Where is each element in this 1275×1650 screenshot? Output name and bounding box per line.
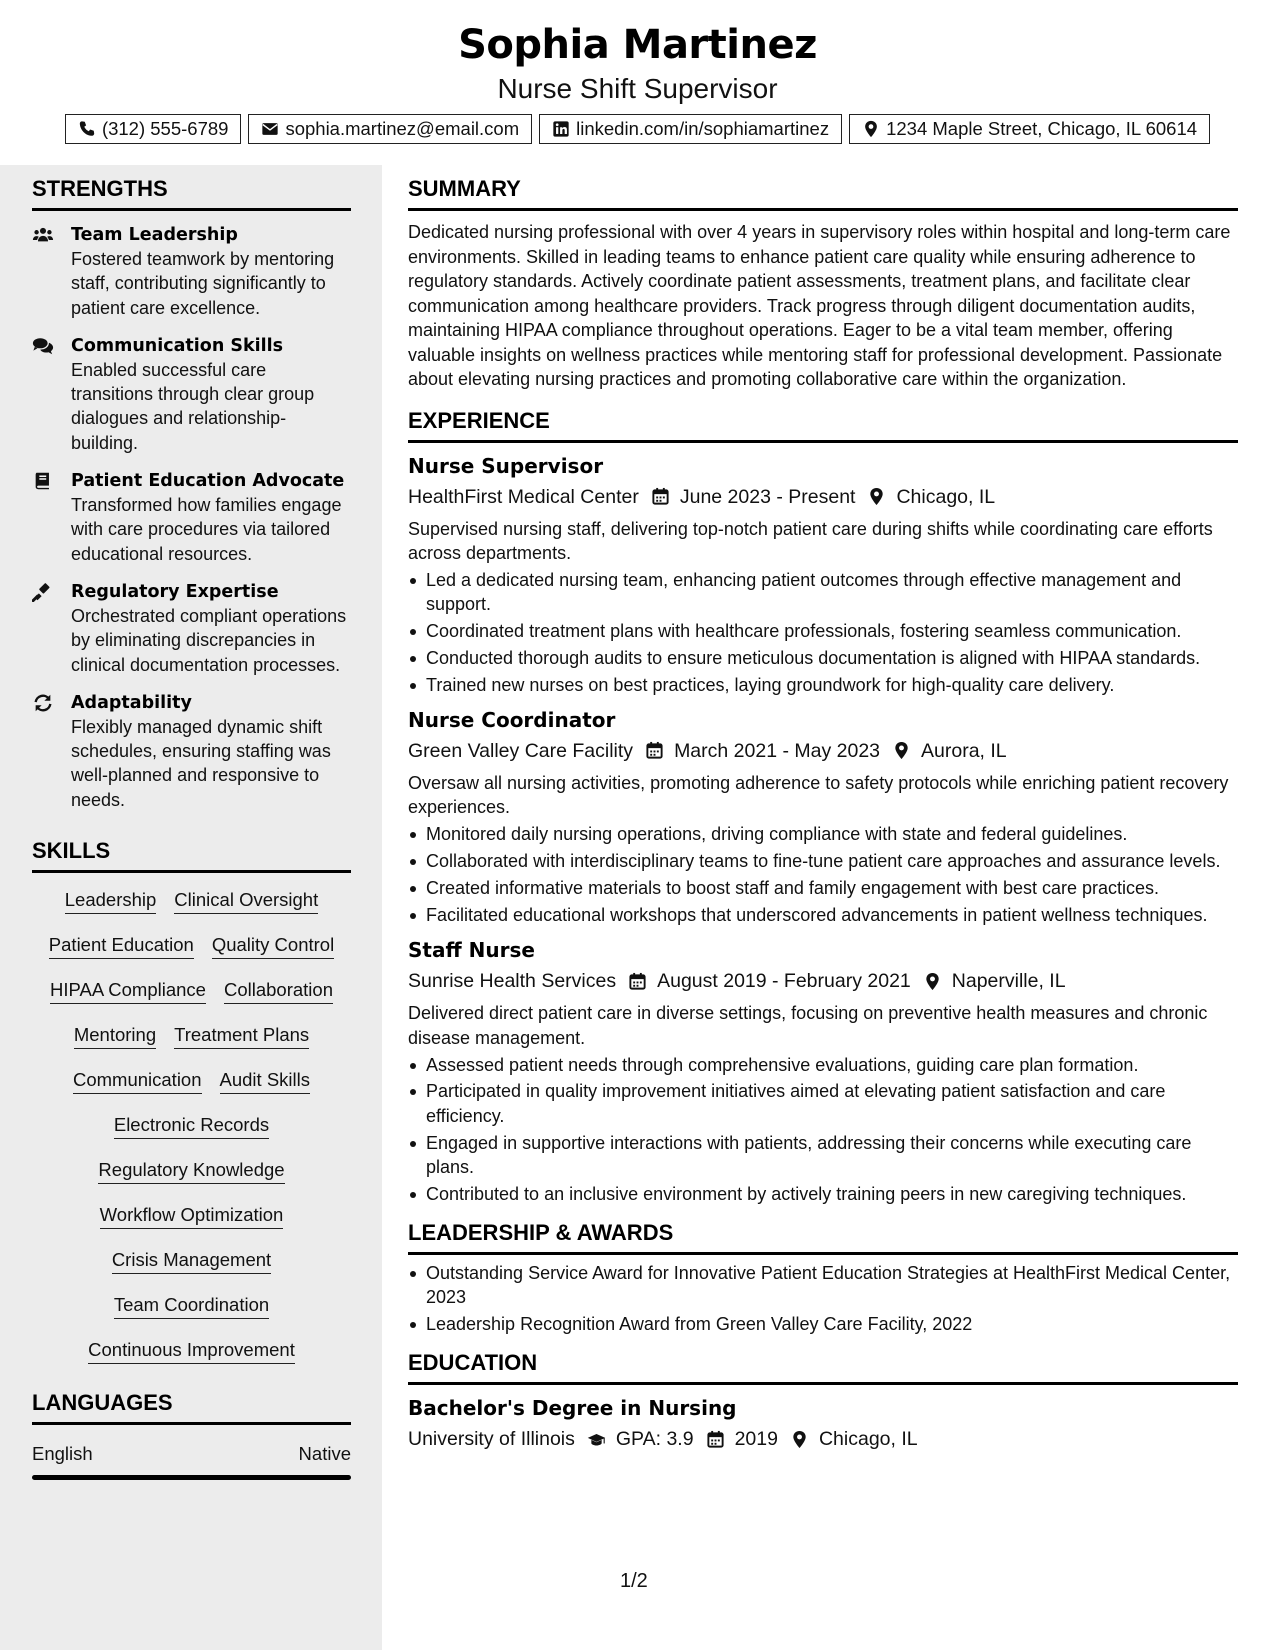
awards-heading: LEADERSHIP & AWARDS (408, 1220, 1238, 1255)
comments-icon (32, 336, 54, 356)
strength-title: Patient Education Advocate (71, 471, 345, 492)
job-bullets (408, 822, 1238, 927)
awards-list (408, 1261, 1238, 1336)
skill-tag: Crisis Management (112, 1249, 271, 1274)
list-item: Participated in quality improvement initiatives aimed at elevating patient satisfaction and care efficiency. (408, 1079, 1238, 1128)
education-heading: EDUCATION (408, 1350, 1238, 1385)
linkedin-icon (552, 120, 570, 138)
education-meta (408, 1426, 1238, 1452)
languages-heading: LANGUAGES (32, 1390, 351, 1425)
job-company: Green Valley Care Facility (408, 739, 634, 762)
graduation-cap-icon (587, 1430, 606, 1449)
list-item: Facilitated educational workshops that underscored advancements in patient wellness techniques. (408, 903, 1238, 927)
skill-tag: HIPAA Compliance (50, 979, 206, 1004)
skill-tag: Audit Skills (220, 1069, 310, 1094)
skill-tag: Patient Education (49, 934, 194, 959)
skill-tag: Electronic Records (114, 1114, 269, 1139)
main-content (382, 165, 1275, 1650)
education-section (408, 1350, 1238, 1452)
graduation-year: 2019 (734, 1428, 778, 1451)
strength-item (32, 469, 351, 566)
summary-heading: SUMMARY (408, 176, 1238, 211)
map-pin-icon (862, 120, 880, 138)
map-pin-icon (923, 972, 942, 991)
linkedin-text: linkedin.com/in/sophiamartinez (576, 118, 830, 139)
summary-section (408, 176, 1238, 392)
school-name: University of Illinois (408, 1428, 575, 1451)
experience-heading: EXPERIENCE (408, 408, 1238, 443)
contact-email[interactable] (248, 114, 532, 144)
job-title: Staff Nurse (408, 938, 535, 963)
strength-item (32, 691, 351, 812)
summary-text: Dedicated nursing professional with over 4 years in supervisory roles within hospital and long-term care environments. Skilled in leading teams to enhance patient care quality while ensuring adherence to regulatory standards. Actively coordinate patient assessments, treatment plans, and facilitate clear communication among healthcare providers. Track progress through diligent documentation audits, maintaining HIPAA compliance throughout operations. Eager to be a vital team member, offering valuable insights on wellness practices while mentoring staff for professional development. Passionate about elevating nursing practices and promoting collaborative care within the organization. (408, 222, 1231, 389)
skill-tag: Team Coordination (114, 1294, 269, 1319)
skill-tag: Quality Control (212, 934, 334, 959)
resume-header (0, 0, 1275, 165)
experience-section (408, 408, 1238, 1206)
list-item: Outstanding Service Award for Innovative Patient Education Strategies at HealthFirst Medical Center, 2023 (408, 1261, 1238, 1310)
job-description: Oversaw all nursing activities, promoting adherence to safety protocols while enriching patient recovery experiences. (408, 772, 1229, 818)
gpa: GPA: 3.9 (615, 1428, 694, 1451)
strength-item (32, 334, 351, 455)
strength-desc: Fostered teamwork by mentoring staff, contributing significantly to patient care excellence. (71, 249, 335, 318)
phone-text: (312) 555-6789 (101, 118, 229, 139)
job-company: HealthFirst Medical Center (408, 485, 639, 508)
strengths-heading: STRENGTHS (32, 176, 351, 211)
skill-tag: Leadership (65, 889, 157, 914)
strength-title: Regulatory Expertise (71, 581, 279, 602)
strength-desc: Orchestrated compliant operations by eliminating discrepancies in clinical documentation processes. (71, 605, 347, 675)
map-pin-icon (892, 741, 911, 760)
skill-tag: Collaboration (224, 979, 333, 1004)
email-text: sophia.martinez@email.com (285, 118, 520, 139)
page-number: 1/2 (620, 1570, 648, 1592)
skills-heading: SKILLS (32, 838, 351, 873)
address-text: 1234 Maple Street, Chicago, IL 60614 (886, 118, 1198, 139)
list-item: Collaborated with interdisciplinary teams to fine-tune patient care approaches and assurance levels. (408, 849, 1238, 873)
book-icon (32, 471, 54, 491)
job-dates: March 2021 - May 2023 (674, 739, 881, 762)
job-description: Delivered direct patient care in diverse settings, focusing on preventive health measures and chronic disease management. (408, 1003, 1208, 1048)
language-level: Native (298, 1443, 351, 1464)
skill-tag: Workflow Optimization (100, 1204, 284, 1229)
job-entry (408, 707, 1238, 927)
users-icon (32, 225, 54, 245)
job-meta (408, 968, 1238, 994)
awards-section (408, 1220, 1238, 1336)
strength-desc: Transformed how families engage with care procedures via tailored educational resources. (71, 495, 342, 564)
list-item: Led a dedicated nursing team, enhancing patient outcomes through effective management and support. (408, 568, 1238, 617)
phone-icon (78, 120, 96, 138)
languages-section (32, 1390, 351, 1480)
job-location: Aurora, IL (921, 739, 1007, 762)
language-name: English (32, 1443, 93, 1464)
strength-title: Team Leadership (71, 225, 238, 245)
language-level-bar (32, 1475, 351, 1480)
job-bullets (408, 568, 1238, 697)
list-item: Created informative materials to boost staff and family engagement with best care practices. (408, 876, 1238, 900)
skill-tag: Communication (73, 1069, 202, 1094)
degree-title: Bachelor's Degree in Nursing (408, 1396, 737, 1421)
job-meta (408, 484, 1238, 510)
job-title: Nurse Supervisor (408, 453, 604, 478)
language-item (32, 1443, 351, 1465)
contact-address[interactable] (849, 114, 1210, 144)
strengths-section (32, 176, 351, 812)
job-company: Sunrise Health Services (408, 970, 617, 993)
strength-item (32, 223, 351, 320)
strength-desc: Flexibly managed dynamic shift schedules, ensuring staffing was well-planned and responsive to needs. (71, 716, 331, 810)
job-dates: June 2023 - Present (679, 485, 856, 508)
calendar-icon (706, 1430, 725, 1449)
strength-title: Communication Skills (71, 335, 284, 356)
list-item: Assessed patient needs through comprehensive evaluations, guiding care plan formation. (408, 1053, 1238, 1077)
strength-item (32, 580, 351, 677)
school-location: Chicago, IL (818, 1428, 918, 1451)
job-entry (408, 453, 1238, 697)
envelope-icon (261, 120, 279, 138)
strength-desc: Enabled successful care transitions through clear group dialogues and relationship-building. (71, 359, 315, 453)
calendar-icon (651, 487, 670, 506)
list-item: Coordinated treatment plans with healthcare professionals, fostering seamless communication. (408, 619, 1238, 643)
skill-tag: Clinical Oversight (174, 889, 318, 914)
calendar-icon (645, 741, 664, 760)
skill-tag: Treatment Plans (174, 1024, 309, 1049)
job-entry (408, 937, 1238, 1206)
map-pin-icon (790, 1430, 809, 1449)
calendar-icon (628, 972, 647, 991)
contact-phone[interactable] (65, 114, 242, 144)
job-location: Naperville, IL (951, 970, 1066, 993)
sidebar (0, 165, 382, 1650)
sync-icon (32, 693, 54, 713)
job-description: Supervised nursing staff, delivering top-notch patient care during shifts while coordinating care efforts across departments. (408, 518, 1213, 563)
list-item: Monitored daily nursing operations, driving compliance with state and federal guidelines. (408, 822, 1238, 846)
candidate-name: Sophia Martinez (458, 22, 817, 68)
job-meta (408, 738, 1238, 764)
skill-tag: Continuous Improvement (88, 1339, 295, 1364)
skill-tag: Regulatory Knowledge (98, 1159, 284, 1184)
contact-bar (0, 114, 1275, 144)
job-bullets (408, 1053, 1238, 1206)
list-item: Contributed to an inclusive environment by actively training peers in new caregiving techniques. (408, 1182, 1238, 1206)
job-location: Chicago, IL (896, 485, 996, 508)
skill-tag: Mentoring (74, 1024, 156, 1049)
map-pin-icon (867, 487, 886, 506)
contact-linkedin[interactable] (539, 114, 842, 144)
skills-list (32, 889, 351, 1364)
job-dates: August 2019 - February 2021 (657, 970, 911, 993)
gavel-icon (32, 582, 54, 602)
candidate-role: Nurse Shift Supervisor (497, 73, 778, 104)
list-item: Engaged in supportive interactions with patients, addressing their concerns while executing care plans. (408, 1131, 1238, 1180)
list-item: Leadership Recognition Award from Green Valley Care Facility, 2022 (408, 1312, 1238, 1336)
strength-title: Adaptability (71, 692, 192, 713)
skills-section (32, 838, 351, 1364)
list-item: Conducted thorough audits to ensure meticulous documentation is aligned with HIPAA standards. (408, 646, 1238, 670)
job-title: Nurse Coordinator (408, 707, 616, 732)
list-item: Trained new nurses on best practices, laying groundwork for high-quality care delivery. (408, 673, 1238, 697)
